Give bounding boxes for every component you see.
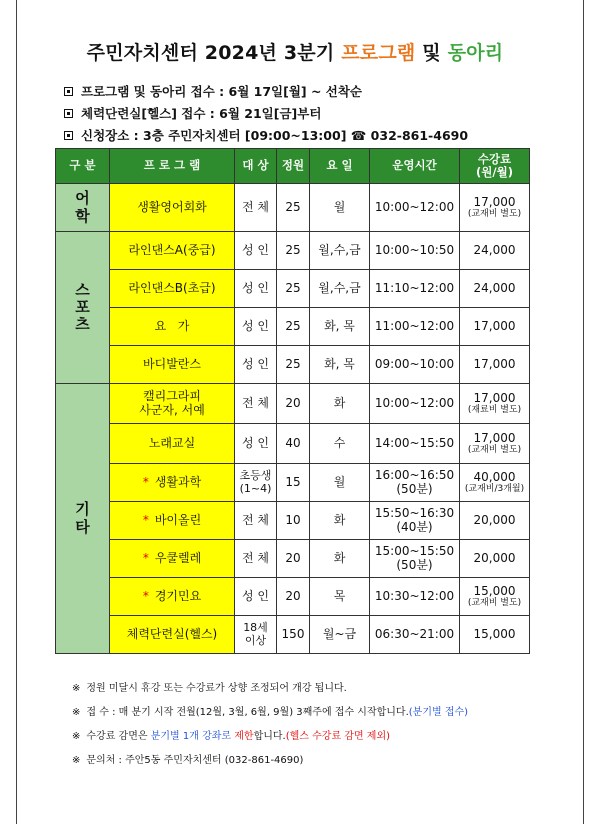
- target: 전 체: [235, 184, 277, 232]
- fee: 40,000 (교재비/3개월): [460, 464, 530, 502]
- table-row: [56, 270, 530, 308]
- table-row: [56, 502, 530, 540]
- star-marker-icon: *: [142, 588, 149, 603]
- day: 월: [310, 464, 370, 502]
- capacity: 25: [277, 270, 310, 308]
- header-capacity: 정원: [277, 149, 310, 184]
- time: 09:00~10:00: [370, 346, 460, 384]
- day: 화, 목: [310, 346, 370, 384]
- fee: 15,000: [460, 616, 530, 654]
- fee: 17,000 (재료비 별도): [460, 384, 530, 424]
- day: 화: [310, 502, 370, 540]
- fee: 24,000: [460, 232, 530, 270]
- time: 10:00~12:00: [370, 384, 460, 424]
- capacity: 25: [277, 308, 310, 346]
- note-3: ※ 수강료 감면은 분기별 1개 강좌로 제한합니다.(헬스 수강료 감면 제외): [72, 731, 391, 742]
- program-name: 라인댄스B(초급): [110, 270, 235, 308]
- table-row: [56, 540, 530, 578]
- program-name: 라인댄스A(중급): [110, 232, 235, 270]
- day: 월: [310, 184, 370, 232]
- time: 10:00~10:50: [370, 232, 460, 270]
- star-marker-icon: *: [142, 512, 149, 527]
- capacity: 15: [277, 464, 310, 502]
- program-name: 체력단련실(헬스): [110, 616, 235, 654]
- note-1: ※ 정원 미달시 휴강 또는 수강료가 상향 조정되어 개강 됩니다.: [72, 683, 347, 694]
- title-and: 및: [422, 42, 441, 64]
- star-marker-icon: *: [142, 550, 149, 565]
- page-right-border: [583, 0, 584, 824]
- day: 화, 목: [310, 308, 370, 346]
- table-row: [56, 616, 530, 654]
- reference-mark-icon: ※: [72, 731, 81, 742]
- table-row: [56, 184, 530, 232]
- header-fee: [460, 149, 530, 184]
- table-header-row: [56, 149, 530, 184]
- day: 목: [310, 578, 370, 616]
- target: 전 체: [235, 384, 277, 424]
- fee: 17,000 (교재비 별도): [460, 424, 530, 464]
- capacity: 25: [277, 184, 310, 232]
- time: 14:00~15:50: [370, 424, 460, 464]
- category-language: 어 학: [56, 184, 110, 232]
- star-marker-icon: *: [142, 474, 149, 489]
- fee: 17,000: [460, 346, 530, 384]
- program-name: 생활영어회화: [110, 184, 235, 232]
- time: 10:30~12:00: [370, 578, 460, 616]
- capacity: 20: [277, 384, 310, 424]
- reference-mark-icon: ※: [72, 683, 81, 694]
- fee: 15,000 (교재비 별도): [460, 578, 530, 616]
- capacity: 10: [277, 502, 310, 540]
- day: 월~금: [310, 616, 370, 654]
- header-day: 요 일: [310, 149, 370, 184]
- time: 15:00~15:50 (50분): [370, 540, 460, 578]
- capacity: 40: [277, 424, 310, 464]
- info-text: 체력단련실[헬스] 접수 : 6월 21일[금]부터: [81, 106, 322, 121]
- header-category: 구 분: [56, 149, 110, 184]
- info-line-program: [64, 82, 362, 100]
- program-name: * 경기민요: [110, 578, 235, 616]
- table-row: [56, 308, 530, 346]
- page-title: [0, 38, 590, 65]
- capacity: 25: [277, 232, 310, 270]
- header-program: 프 로 그 램: [110, 149, 235, 184]
- category-sports: 스 포 츠: [56, 232, 110, 384]
- program-name: 요 가: [110, 308, 235, 346]
- info-text: 신청장소 : 3층 주민자치센터 [09:00~13:00] ☎ 032-861-4690: [81, 128, 469, 143]
- program-name: * 우쿨렐레: [110, 540, 235, 578]
- title-main: 주민자치센터 2024년 3분기: [86, 42, 335, 64]
- time: 15:50~16:30 (40분): [370, 502, 460, 540]
- day: 월,수,금: [310, 232, 370, 270]
- capacity: 150: [277, 616, 310, 654]
- program-name: 캘리그라피 사군자, 서예: [110, 384, 235, 424]
- table-row: [56, 232, 530, 270]
- target: 초등생 (1~4): [235, 464, 277, 502]
- program-name: * 생활과학: [110, 464, 235, 502]
- time: 16:00~16:50 (50분): [370, 464, 460, 502]
- capacity: 20: [277, 578, 310, 616]
- table-row: [56, 424, 530, 464]
- day: 화: [310, 540, 370, 578]
- time: 06:30~21:00: [370, 616, 460, 654]
- fee: 20,000: [460, 502, 530, 540]
- info-text: 프로그램 및 동아리 접수 : 6월 17일[월] ~ 선착순: [81, 84, 363, 99]
- time: 11:10~12:00: [370, 270, 460, 308]
- target: 성 인: [235, 346, 277, 384]
- target: 성 인: [235, 232, 277, 270]
- info-line-location: [64, 126, 468, 144]
- header-fee-unit: (원/월): [476, 165, 513, 179]
- time: 10:00~12:00: [370, 184, 460, 232]
- target: 성 인: [235, 308, 277, 346]
- day: 수: [310, 424, 370, 464]
- capacity: 20: [277, 540, 310, 578]
- fee: 17,000 (교재비 별도): [460, 184, 530, 232]
- table-row: [56, 384, 530, 424]
- program-name: * 바이올린: [110, 502, 235, 540]
- target: 성 인: [235, 578, 277, 616]
- square-bullet-icon: [64, 131, 73, 140]
- title-club: 동아리: [447, 42, 504, 64]
- table-row: [56, 578, 530, 616]
- note-4: ※ 문의처 : 주안5동 주민자치센터 (032-861-4690): [72, 755, 304, 766]
- header-time: 운영시간: [370, 149, 460, 184]
- fee: 20,000: [460, 540, 530, 578]
- reference-mark-icon: ※: [72, 707, 81, 718]
- program-name: 노래교실: [110, 424, 235, 464]
- table-row: [56, 464, 530, 502]
- program-name: 바디발란스: [110, 346, 235, 384]
- target: 전 체: [235, 540, 277, 578]
- target: 성 인: [235, 270, 277, 308]
- table-row: [56, 346, 530, 384]
- note-2: ※ 접 수 : 매 분기 시작 전월(12월, 3월, 6월, 9월) 3째주에 접수 시작합니다.(분기별 접수): [72, 707, 469, 718]
- fee: 17,000: [460, 308, 530, 346]
- time: 11:00~12:00: [370, 308, 460, 346]
- target: 18세 이상: [235, 616, 277, 654]
- fee: 24,000: [460, 270, 530, 308]
- square-bullet-icon: [64, 87, 73, 96]
- page-left-border: [16, 0, 17, 824]
- program-table: [55, 148, 530, 654]
- target: 전 체: [235, 502, 277, 540]
- day: 화: [310, 384, 370, 424]
- category-etc: 기 타: [56, 384, 110, 654]
- capacity: 25: [277, 346, 310, 384]
- square-bullet-icon: [64, 109, 73, 118]
- header-fee-label: 수강료: [477, 151, 512, 166]
- reference-mark-icon: ※: [72, 755, 81, 766]
- title-program: 프로그램: [341, 42, 416, 64]
- header-target: 대 상: [235, 149, 277, 184]
- day: 월,수,금: [310, 270, 370, 308]
- target: 성 인: [235, 424, 277, 464]
- info-line-gym: [64, 104, 321, 122]
